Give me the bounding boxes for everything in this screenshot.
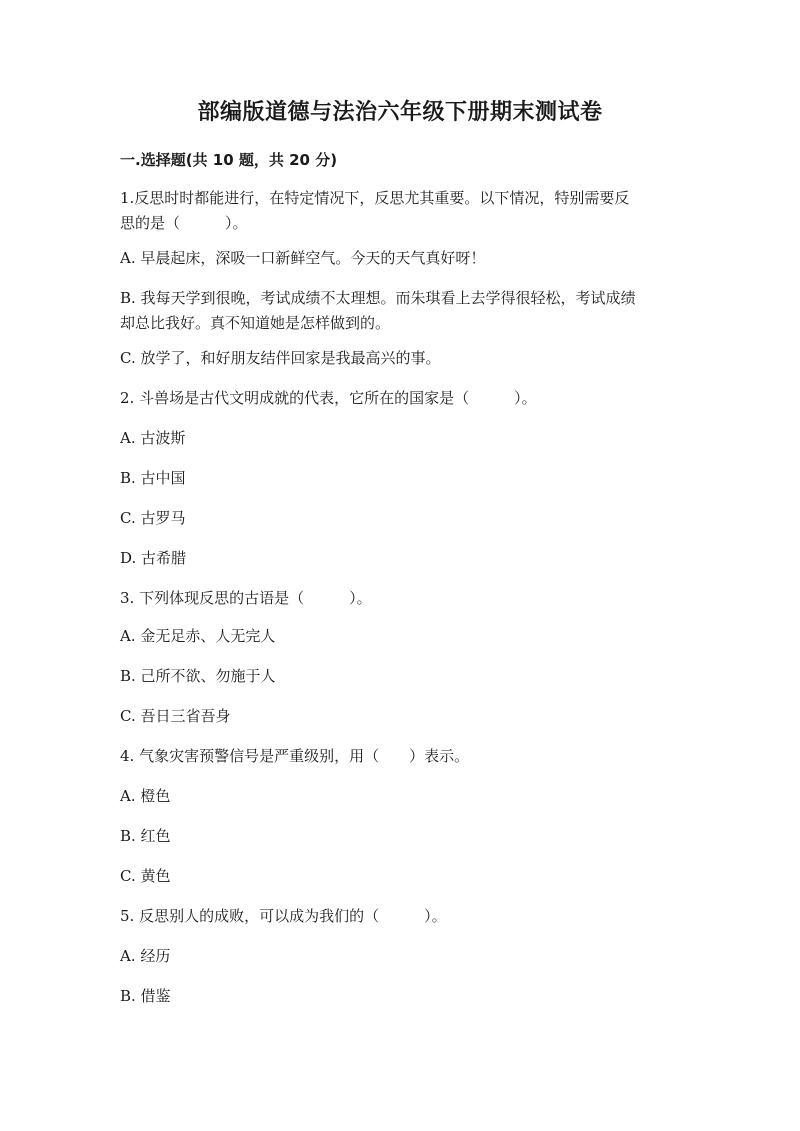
question-3-stem: 3. 下列体现反思的古语是（ ）。	[120, 589, 372, 607]
question-2-stem: 2. 斗兽场是古代文明成就的代表，它所在的国家是（ ）。	[120, 389, 537, 407]
question-5-option-b: B. 借鉴	[120, 987, 171, 1005]
question-1-option-a: A. 早晨起床，深吸一口新鲜空气。今天的天气真好呀！	[120, 249, 486, 267]
question-2-option-c: C. 古罗马	[120, 509, 186, 527]
question-1-option-b-line-1: B. 我每天学到很晚，考试成绩不太理想。而朱琪看上去学得很轻松，考试成绩	[120, 289, 636, 307]
question-1-option-c: C. 放学了，和好朋友结伴回家是我最高兴的事。	[120, 349, 441, 367]
question-4-option-b: B. 红色	[120, 827, 171, 845]
question-4-option-c: C. 黄色	[120, 867, 171, 885]
question-1-stem-line-1: 1.反思时时都能进行，在特定情况下，反思尤其重要。以下情况，特别需要反	[120, 189, 630, 207]
question-3-option-b: B. 己所不欲、勿施于人	[120, 667, 276, 685]
page-title: 部编版道德与法治六年级下册期末测试卷	[197, 99, 603, 125]
section-heading: 一.选择题(共 10 题，共 20 分)	[120, 151, 338, 169]
question-3-option-c: C. 吾日三省吾身	[120, 707, 231, 725]
question-3-option-a: A. 金无足赤、人无完人	[120, 627, 276, 645]
question-2-option-a: A. 古波斯	[120, 429, 186, 447]
question-4-option-a: A. 橙色	[120, 787, 171, 805]
question-1-option-b-line-2: 却总比我好。真不知道她是怎样做到的。	[120, 314, 391, 332]
question-2-option-d: D. 古希腊	[120, 549, 187, 567]
question-5-option-a: A. 经历	[120, 947, 171, 965]
question-4-stem: 4. 气象灾害预警信号是严重级别，用（ ）表示。	[120, 747, 470, 765]
question-1-stem-line-2: 思的是（ ）。	[120, 214, 248, 232]
question-5-stem: 5. 反思别人的成败，可以成为我们的（ ）。	[120, 907, 447, 925]
question-2-option-b: B. 古中国	[120, 469, 186, 487]
